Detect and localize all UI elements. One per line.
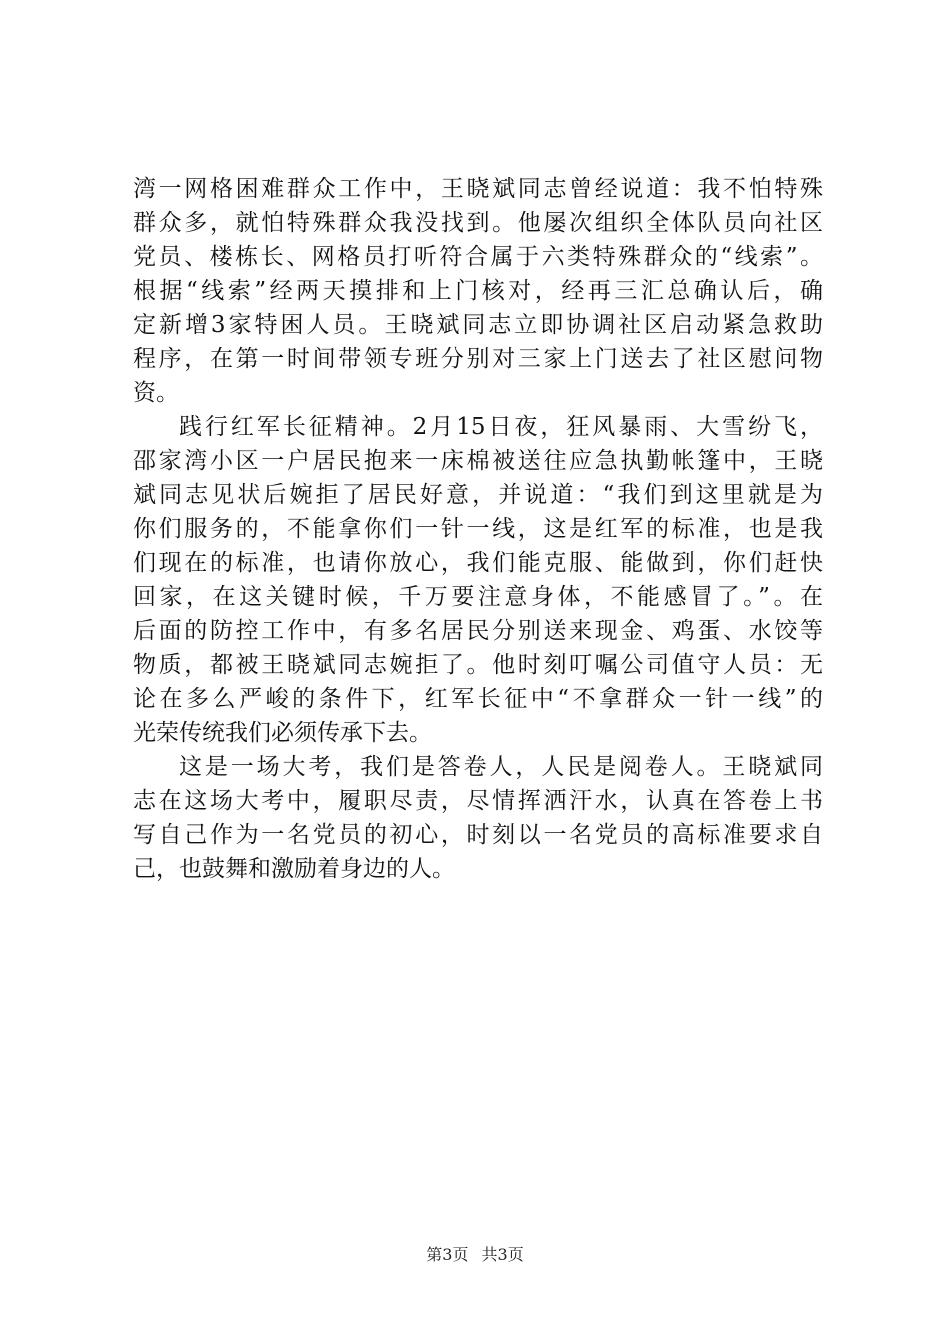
paragraph bbox=[133, 410, 823, 750]
paragraph bbox=[133, 172, 823, 410]
text-line: 物质，都被王晓斌同志婉拒了。他时刻叮嘱公司值守人员：无 bbox=[133, 652, 823, 678]
page-total: 共3页 bbox=[481, 1245, 524, 1264]
text-line: 光荣传统我们必须传承下去。 bbox=[133, 720, 432, 746]
text-line: 群众多，就怕特殊群众我没找到。他屡次组织全体队员向社区 bbox=[133, 210, 823, 236]
text-line: 这是一场大考，我们是答卷人，人民是阅卷人。王晓斌同 bbox=[179, 754, 823, 780]
text-line: 邵家湾小区一户居民抱来一床棉被送往应急执勤帐篷中，王晓 bbox=[133, 448, 823, 474]
document-body bbox=[133, 172, 823, 886]
paragraph bbox=[133, 750, 823, 886]
text-line: 践行红军长征精神。2月15日夜，狂风暴雨、大雪纷飞， bbox=[179, 414, 823, 440]
text-line: 们现在的标准，也请你放心，我们能克服、能做到，你们赶快 bbox=[133, 550, 823, 576]
text-line: 程序，在第一时间带领专班分别对三家上门送去了社区慰问物 bbox=[133, 346, 823, 372]
text-line: 论在多么严峻的条件下，红军长征中“不拿群众一针一线”的 bbox=[133, 686, 823, 712]
text-line: 写自己作为一名党员的初心，时刻以一名党员的高标准要求自 bbox=[133, 822, 823, 848]
text-line: 志在这场大考中，履职尽责，尽情挥洒汗水，认真在答卷上书 bbox=[133, 788, 823, 814]
text-line: 资。 bbox=[133, 380, 179, 406]
text-line: 湾一网格困难群众工作中，王晓斌同志曾经说道：我不怕特殊 bbox=[133, 176, 823, 202]
text-line: 回家，在这关键时候，千万要注意身体，不能感冒了。”。在 bbox=[133, 584, 823, 610]
text-line: 根据“线索”经两天摸排和上门核对，经再三汇总确认后，确 bbox=[133, 278, 823, 304]
page-footer bbox=[0, 1244, 950, 1266]
text-line: 党员、楼栋长、网格员打听符合属于六类特殊群众的“线索”。 bbox=[133, 244, 823, 270]
text-line: 定新增3家特困人员。王晓斌同志立即协调社区启动紧急救助 bbox=[133, 312, 823, 338]
text-line: 后面的防控工作中，有多名居民分别送来现金、鸡蛋、水饺等 bbox=[133, 618, 823, 644]
page-number: 第3页 bbox=[426, 1245, 469, 1264]
text-line: 己，也鼓舞和激励着身边的人。 bbox=[133, 856, 455, 882]
text-line: 你们服务的，不能拿你们一针一线，这是红军的标准，也是我 bbox=[133, 516, 823, 542]
text-line: 斌同志见状后婉拒了居民好意，并说道：“我们到这里就是为 bbox=[133, 482, 823, 508]
